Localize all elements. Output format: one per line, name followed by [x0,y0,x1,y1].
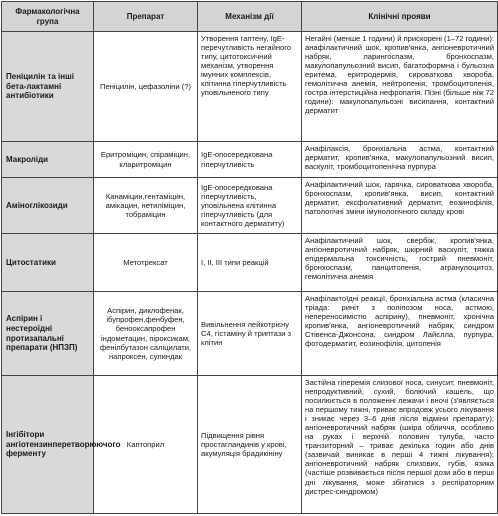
row-clinical: Анафілаксія, бронхіальна астма, контактний дерматит, кропив'янка, макулопапульозний висип, васкуліт, тромбоцитопенічна пурпура [302,142,498,178]
row-clinical: Застійна гіперемія слизової носа, синусит, пневмоніт, непродуктивний, сухий, болючий кашель, що посилюється в положенні лежачи і вночі (з'являється на першому тижні, триває впродовж усього лікування і зникає через 3–6 днів після відміни препарату); ангіоневротичний набряк (шкіра обличчя, особливо на руках і верхній половині тулуба, часто транзиторний – триває декілька годин або днів (зазвичай виникає в перші 4 тижні лікування); ангіоневротичний набряк слизових, губів, язика (частіше розвивається після першої дози або в перші дні лікування, може збігатися з респіраторним дистрес-синдромом) [302,376,498,514]
row-group: Пеніцилін та інші бета-лактамні антибіотики [2,32,94,142]
row-mechanism: IgE-опосередкована гіперчутливість, уповільнена клітинна гіперчутливість (для контактного дерматиту) [198,178,302,234]
row-drug: Аспірин, диклофенак, ібупрофен,фенбуфен, бенооксапрофен індометацин, піроксикам, фенілбутазон саліцилати, напроксен, сулиндак [94,292,198,376]
header-row [2,2,498,32]
row-mechanism: Утворення гаптену, IgE-перечутливість негайного типу, цитотоксичний механізм, утворення імунних комплексів, клітинна гіперчутливість уповільненого типу [198,32,302,142]
row-drug: Пеніцилін, цефазоліни (?) [94,32,198,142]
row-group: Аміноглікозиди [2,178,94,234]
row-group: Інгібітори ангіотензинперетворюючого ферменту [2,376,94,514]
row-mechanism: Вивільнення лейкотрієну C4, гістаміну й триптази з клітин [198,292,302,376]
row-group: Аспірин і нестероїдні протизапальні препарати (НПЗП) [2,292,94,376]
row-drug: Каптоприл [94,376,198,514]
row-drug: Канаміцин,гентаміцин, амікацин, нетиліміцин, тобраміцин [94,178,198,234]
header-group: Фармакологічна група [2,2,94,32]
row-clinical: Анафілактоїдні реакції, бронхіальна астма (класична тріада: риніт з поліпозом носа, астмою, непереносимістю аспірину), пневмоніт, хронічна кропив'янка, ангіоневротичний набряк, синдром Стівенса-Джонсона, синдром Лайєлла, пурпура, фотодерматит, еозинофілія, цитопенія [302,292,498,376]
table-row [2,234,498,292]
row-group: Цитостатики [2,234,94,292]
table-row [2,32,498,142]
row-mechanism: IgE-опосередкована гіперчутливість [198,142,302,178]
header-drug: Препарат [94,2,198,32]
row-group: Макроліди [2,142,94,178]
table-row [2,142,498,178]
row-drug: Метотрексат [94,234,198,292]
row-clinical: Анафілактичний шок, гарячка, сироваткова хвороба, бронхоспазм, кропив'янка, висип, контактний дерматит, ексфоліативний дерматит, еозинофілія, патологічні зміни імунологічного складу крові [302,178,498,234]
row-clinical: Негайні (менше 1 години) й прискорені (1–72 години): анафілактичний шок, кропив'янка, ангіоневротичний набряк, ларингоспазм, бронхоспазм, макулопапульозний висип, багатоформна і бульозна еритема, еритродермія, сироваткова хвороба, гемолітична анемія, нейтропенія, тромбоцитопенія, гостра інтерстиційна нефропатія. Пізні (більше ніж 72 години): макулопапульозні висипання, контактний дерматит [302,32,498,142]
table-row [2,178,498,234]
row-mechanism: I, II, III типи реакцій [198,234,302,292]
table-row [2,292,498,376]
row-clinical: Анафілактичний шок, свербіж, кропив'янка, ангіоневротичний набряк, шкірний васкуліт, тяжка епідермальна токсичність, гострий пневмоніт, бронхоспазм, панцитопенія, агранулоцитоз, гемолітична анемія [302,234,498,292]
header-mechanism: Механізм дії [198,2,302,32]
drug-allergy-table [1,1,498,514]
row-drug: Еритроміцин, спіраміцин, кларитроміцин [94,142,198,178]
row-mechanism: Підвищення рівня простагландинів у крові, акумуляція брадикініну [198,376,302,514]
table-row [2,376,498,514]
header-clinical: Клінічні прояви [302,2,498,32]
